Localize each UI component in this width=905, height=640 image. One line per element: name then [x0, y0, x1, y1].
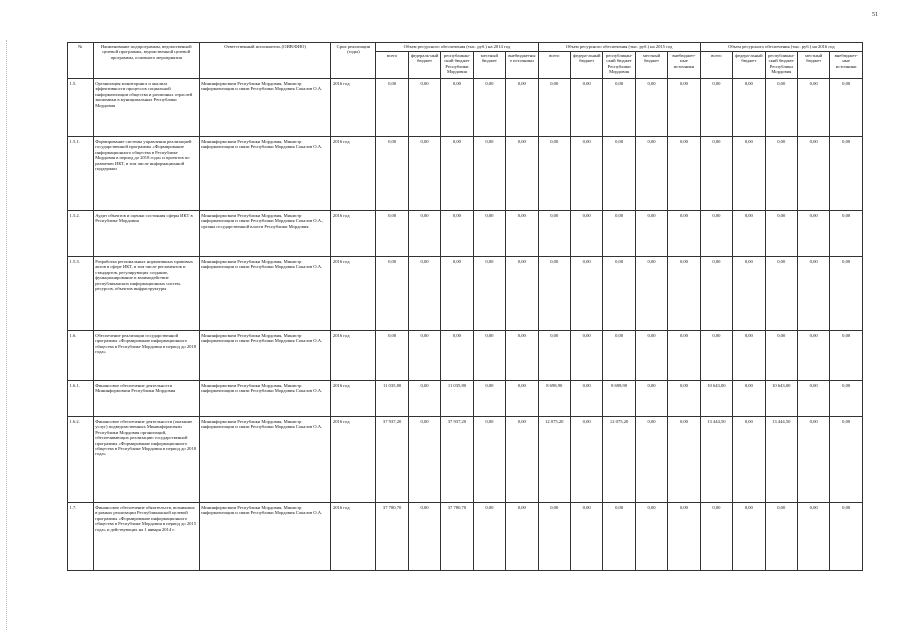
- row-value: 0,00: [700, 79, 732, 137]
- row-term: 2016 год: [331, 331, 376, 381]
- row-value: 0,00: [570, 211, 602, 257]
- subheader-total-2015: всего: [538, 52, 570, 79]
- row-value: 0,00: [473, 331, 505, 381]
- row-value: 0,00: [668, 381, 700, 417]
- subheader-federal-2016: федера-льный бюджет: [733, 52, 765, 79]
- row-value: 0,00: [473, 503, 505, 571]
- row-value: 0,00: [408, 211, 440, 257]
- row-executor: Мининформсвязи Республики Мордовия, Министр информатизации и связи Республики Мордовия Сокалов О.А.: [199, 79, 331, 137]
- row-value: 37 937,20: [376, 417, 408, 503]
- row-value: 0,00: [506, 257, 538, 331]
- row-value: 0,00: [635, 381, 667, 417]
- row-value: 0,00: [408, 257, 440, 331]
- row-value: 0,00: [797, 503, 829, 571]
- subheader-local-2016: местный бюджет: [797, 52, 829, 79]
- row-value: 0,00: [733, 257, 765, 331]
- row-value: 0,00: [733, 417, 765, 503]
- row-value: 0,00: [506, 331, 538, 381]
- row-value: 0,00: [830, 137, 863, 211]
- row-value: 0,00: [668, 417, 700, 503]
- row-value: 0,00: [830, 79, 863, 137]
- row-value: 0,00: [441, 211, 473, 257]
- subheader-extra-2016: внебюджет-ные источники: [830, 52, 863, 79]
- row-value: 0,00: [538, 137, 570, 211]
- row-value: 0,00: [570, 381, 602, 417]
- row-executor: Мининформсвязи Республики Мордовия, Министр информатизации и связи Республики Мордовия Сокалов О.А.: [199, 417, 331, 503]
- row-value: 0,00: [700, 211, 732, 257]
- row-value: 8 698,90: [603, 381, 635, 417]
- row-executor: Мининформсвязи Республики Мордовия, Министр информатизации и связи Республики Мордовия Сокалов О.А.: [199, 137, 331, 211]
- row-value: 0,00: [441, 79, 473, 137]
- row-value: 37 780,70: [376, 503, 408, 571]
- row-number: 1.5.1.: [68, 137, 94, 211]
- row-name: Организация мониторинга и анализа эффективности процессов социальной информатизации общества и различных отраслей экономики в муниципальных Республики Мордовия: [93, 79, 199, 137]
- row-value: 0,00: [473, 79, 505, 137]
- row-term: 2016 год: [331, 79, 376, 137]
- row-value: 0,00: [473, 257, 505, 331]
- row-value: 0,00: [765, 257, 797, 331]
- row-value: 13 444,50: [765, 417, 797, 503]
- table-row: [68, 381, 863, 417]
- row-executor: Мининформсвязи Республики Мордовия, Министр информатизации и связи Республики Мордовия Сокалов О.А., органы государственной власти Республики Мордовия: [199, 211, 331, 257]
- row-executor: Мининформсвязи Республики Мордовия, Министр информатизации и связи Республики Мордовия Сокалов О.А.: [199, 503, 331, 571]
- row-value: 0,00: [635, 503, 667, 571]
- row-value: 8 698,90: [538, 381, 570, 417]
- row-value: 12 075,20: [538, 417, 570, 503]
- row-value: 0,00: [506, 137, 538, 211]
- row-value: 0,00: [635, 211, 667, 257]
- row-value: 0,00: [700, 137, 732, 211]
- row-value: 0,00: [603, 137, 635, 211]
- row-term: 2016 год: [331, 137, 376, 211]
- row-value: 0,00: [603, 257, 635, 331]
- header-no: №: [68, 43, 94, 79]
- row-value: 0,00: [830, 331, 863, 381]
- table-row: [68, 331, 863, 381]
- table-row: [68, 503, 863, 571]
- row-value: 0,00: [376, 257, 408, 331]
- subheader-republic-2015: республикан-ский бюджет Республики Мордовия: [603, 52, 635, 79]
- row-value: 0,00: [700, 503, 732, 571]
- row-value: 0,00: [635, 417, 667, 503]
- row-value: 13 444,50: [700, 417, 732, 503]
- row-value: 0,00: [506, 417, 538, 503]
- subheader-total-2014: всего: [376, 52, 408, 79]
- row-value: 0,00: [506, 211, 538, 257]
- row-name: Финансовое обеспечение деятельности (оказание услуг) подведомственных Мининформсвязи Республики Мордовия организаций, обеспечивающих реализацию государственной программы «Формирование информационного общества в Республике Мордовия в период до 2018 года»: [93, 417, 199, 503]
- row-value: 0,00: [797, 257, 829, 331]
- row-value: 0,00: [538, 79, 570, 137]
- row-value: 11 035,80: [441, 381, 473, 417]
- row-value: 0,00: [441, 257, 473, 331]
- row-term: 2016 год: [331, 503, 376, 571]
- row-name: Формирование системы управления реализацией государственной программы «Формирование информационного общества в Республике Мордовия в период до 2018 года» и проектов по развитию ИКТ, в том числе информационной поддержки: [93, 137, 199, 211]
- resource-table: [67, 42, 863, 571]
- row-value: 0,00: [408, 137, 440, 211]
- row-value: 0,00: [603, 211, 635, 257]
- row-executor: Мининформсвязи Республики Мордовия, Министр информатизации и связи Республики Мордовия Сокалов О.А.: [199, 381, 331, 417]
- row-value: 0,00: [603, 503, 635, 571]
- header-group-2015: Объем ресурсного обеспечения (тыс. руб.) на 2015 год: [538, 43, 700, 52]
- header-term: Срок реализации (годы): [331, 43, 376, 79]
- row-value: 0,00: [668, 211, 700, 257]
- row-value: 0,00: [797, 417, 829, 503]
- row-value: 10 643,00: [700, 381, 732, 417]
- row-value: 0,00: [473, 381, 505, 417]
- row-value: 0,00: [797, 331, 829, 381]
- row-number: 1.5.: [68, 79, 94, 137]
- row-value: 0,00: [538, 211, 570, 257]
- row-value: 0,00: [376, 79, 408, 137]
- row-name: Аудит объектов и оценки состояния сферы ИКТ в Республике Мордовия: [93, 211, 199, 257]
- row-value: 37 780,70: [441, 503, 473, 571]
- row-value: 0,00: [506, 503, 538, 571]
- row-value: 0,00: [797, 381, 829, 417]
- row-value: 0,00: [506, 79, 538, 137]
- row-value: 0,00: [441, 331, 473, 381]
- row-value: 0,00: [765, 503, 797, 571]
- row-value: 0,00: [473, 211, 505, 257]
- row-name: Финансовое обеспечение обязательств, возникших в рамках реализации Республиканской целевой программы «Формирование информационного общества в Республике Мордовия в период до 2015 года» и действующих на 1 января 2014 г.: [93, 503, 199, 571]
- row-value: 12 075,20: [603, 417, 635, 503]
- row-term: 2016 год: [331, 211, 376, 257]
- row-value: 37 937,20: [441, 417, 473, 503]
- row-value: 0,00: [538, 503, 570, 571]
- row-value: 0,00: [797, 137, 829, 211]
- row-value: 0,00: [733, 503, 765, 571]
- table-row: [68, 417, 863, 503]
- row-executor: Мининформсвязи Республики Мордовия, Министр информатизации и связи Республики Мордовия Сокалов О.А.: [199, 331, 331, 381]
- row-value: 0,00: [830, 503, 863, 571]
- header-name: Наименование подпрограммы, ведомственной целевой программы, ведомственной целевой программы, основного мероприятия: [93, 43, 199, 79]
- row-value: 0,00: [408, 79, 440, 137]
- subheader-local-2014: местный бюджет: [473, 52, 505, 79]
- row-value: 0,00: [570, 257, 602, 331]
- row-value: 0,00: [765, 331, 797, 381]
- row-term: 2016 год: [331, 257, 376, 331]
- row-value: 0,00: [376, 331, 408, 381]
- row-value: 0,00: [668, 257, 700, 331]
- row-value: 0,00: [408, 381, 440, 417]
- row-value: 11 035,80: [376, 381, 408, 417]
- row-value: 0,00: [797, 79, 829, 137]
- row-value: 0,00: [506, 381, 538, 417]
- row-executor: Мининформсвязи Республики Мордовия, Министр информатизации и связи Республики Мордовия Сокалов О.А.: [199, 257, 331, 331]
- row-value: 0,00: [668, 503, 700, 571]
- row-value: 0,00: [570, 79, 602, 137]
- row-value: 0,00: [668, 331, 700, 381]
- row-value: 0,00: [733, 331, 765, 381]
- row-value: 0,00: [570, 331, 602, 381]
- table-row: [68, 211, 863, 257]
- header-group-2016: Объем ресурсного обеспечения (тыс. руб.) на 2016 год: [700, 43, 862, 52]
- row-value: 0,00: [668, 137, 700, 211]
- row-value: 0,00: [830, 417, 863, 503]
- row-value: 0,00: [376, 211, 408, 257]
- row-value: 0,00: [441, 137, 473, 211]
- row-name: Финансовое обеспечение деятельности Мининформсвязи Республики Мордовия: [93, 381, 199, 417]
- header-group-2014: Объем ресурсного обеспечения (тыс. руб.) на 2014 год: [376, 43, 538, 52]
- row-value: 0,00: [700, 257, 732, 331]
- row-number: 1.5.3.: [68, 257, 94, 331]
- row-value: 0,00: [473, 137, 505, 211]
- row-value: 0,00: [408, 417, 440, 503]
- row-value: 0,00: [700, 331, 732, 381]
- table-row: [68, 79, 863, 137]
- row-value: 0,00: [570, 417, 602, 503]
- row-number: 1.5.2.: [68, 211, 94, 257]
- table-row: [68, 257, 863, 331]
- row-value: 0,00: [538, 257, 570, 331]
- row-value: 10 643,00: [765, 381, 797, 417]
- row-value: 0,00: [408, 331, 440, 381]
- table-row: [68, 137, 863, 211]
- row-value: 0,00: [733, 211, 765, 257]
- row-value: 0,00: [570, 503, 602, 571]
- row-name: Разработка региональных нормативных правовых актов в сфере ИКТ, в том числе регламентов и стандартов, регулирующих создание, функционирование и взаимодействие республиканских информационных систем, ресурсов, объектов инфраструктуры: [93, 257, 199, 331]
- subheader-republic-2014: республикан-ский бюджет Республики Мордовия: [441, 52, 473, 79]
- subheader-republic-2016: республикан-ский бюджет Республики Мордовия: [765, 52, 797, 79]
- subheader-federal-2015: федера-льный бюджет: [570, 52, 602, 79]
- row-value: 0,00: [733, 381, 765, 417]
- row-value: 0,00: [635, 331, 667, 381]
- row-value: 0,00: [376, 137, 408, 211]
- row-value: 0,00: [408, 503, 440, 571]
- row-value: 0,00: [733, 137, 765, 211]
- row-value: 0,00: [635, 79, 667, 137]
- row-value: 0,00: [635, 257, 667, 331]
- row-term: 2016 год: [331, 417, 376, 503]
- subheader-extra-2015: внебюджет-ные источники: [668, 52, 700, 79]
- row-value: 0,00: [797, 211, 829, 257]
- page-number: 51: [872, 12, 878, 18]
- row-value: 0,00: [473, 417, 505, 503]
- row-value: 0,00: [570, 137, 602, 211]
- row-value: 0,00: [830, 381, 863, 417]
- row-value: 0,00: [668, 79, 700, 137]
- subheader-total-2016: всего: [700, 52, 732, 79]
- binding-margin: [6, 40, 9, 630]
- row-value: 0,00: [830, 211, 863, 257]
- header-executor: Ответственный исполнитель (ОИВ/ФИО): [199, 43, 331, 79]
- row-number: 1.6.1.: [68, 381, 94, 417]
- row-value: 0,00: [603, 79, 635, 137]
- row-name: Обеспечение реализации государственной программы «Формирование информационного общества в Республике Мордовия в период до 2018 года»: [93, 331, 199, 381]
- row-value: 0,00: [733, 79, 765, 137]
- row-number: 1.7.: [68, 503, 94, 571]
- row-value: 0,00: [538, 331, 570, 381]
- subheader-extra-2014: внебюджетные источники: [506, 52, 538, 79]
- row-value: 0,00: [765, 137, 797, 211]
- row-number: 1.6.2.: [68, 417, 94, 503]
- row-value: 0,00: [765, 79, 797, 137]
- subheader-local-2015: местный бюджет: [635, 52, 667, 79]
- row-value: 0,00: [830, 257, 863, 331]
- subheader-federal-2014: федераль-ный бюджет: [408, 52, 440, 79]
- row-value: 0,00: [635, 137, 667, 211]
- row-value: 0,00: [603, 331, 635, 381]
- row-value: 0,00: [765, 211, 797, 257]
- row-term: 2016 год: [331, 381, 376, 417]
- row-number: 1.6.: [68, 331, 94, 381]
